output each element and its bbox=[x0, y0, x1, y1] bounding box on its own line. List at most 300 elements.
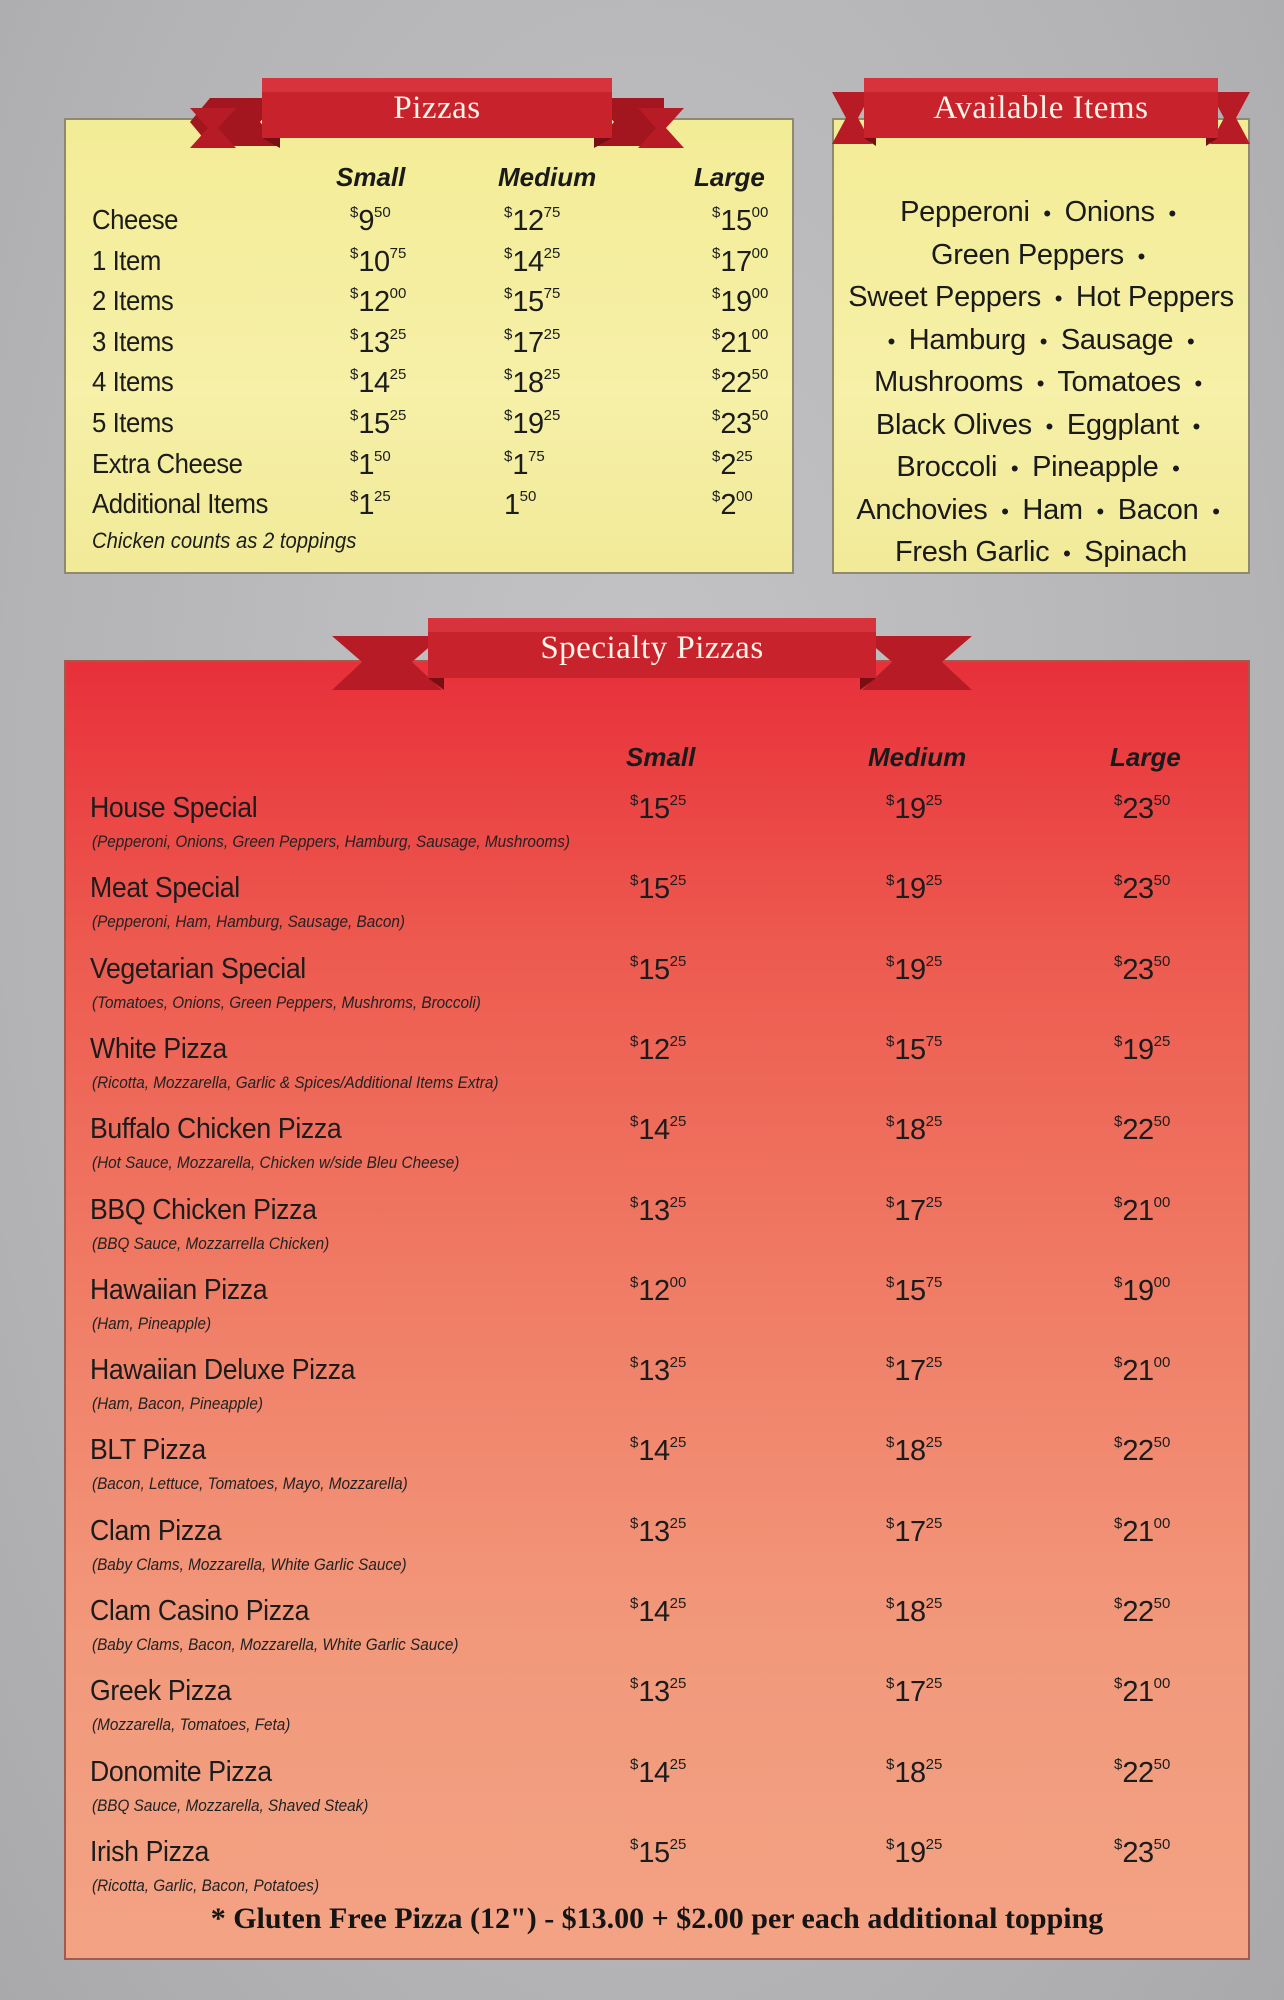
price-dollars: 1 bbox=[504, 489, 520, 522]
price-cents: 00 bbox=[751, 325, 769, 343]
price-currency: $ bbox=[1114, 1675, 1123, 1693]
price-dollars: 23 bbox=[1122, 793, 1154, 825]
specialty-price bbox=[630, 953, 686, 986]
price-cents: 00 bbox=[669, 1273, 687, 1291]
price-dollars: 18 bbox=[894, 1435, 926, 1468]
specialty-price-cell bbox=[630, 1515, 686, 1549]
price-dollars: 10 bbox=[358, 245, 390, 278]
price-cents: 00 bbox=[751, 204, 769, 221]
available-item: Pineapple bbox=[1032, 451, 1159, 483]
bullet-separator: • bbox=[1187, 328, 1195, 354]
specialty-description: (Tomatoes, Onions, Green Peppers, Mushroms, Broccoli) bbox=[92, 992, 481, 1012]
pizzas-col-large: Large bbox=[694, 162, 765, 192]
price-dollars: 1 bbox=[358, 489, 374, 522]
bullet-separator: • bbox=[1010, 456, 1019, 481]
price-cents: 25 bbox=[925, 952, 943, 970]
price-cents: 50 bbox=[1153, 1835, 1171, 1853]
available-item: Bacon bbox=[1117, 493, 1199, 526]
pizzas-title: Pizzas bbox=[393, 90, 481, 126]
bullet-separator: • bbox=[1001, 498, 1009, 524]
specialty-price-cell bbox=[1114, 1033, 1170, 1067]
specialty-price bbox=[630, 1756, 686, 1789]
price-cents: 25 bbox=[925, 1835, 943, 1853]
available-item: Sausage bbox=[1060, 323, 1174, 356]
specialty-price bbox=[630, 1033, 686, 1066]
specialty-row bbox=[90, 872, 1230, 952]
price-dollars: 22 bbox=[1122, 1596, 1154, 1628]
specialty-row bbox=[90, 1274, 1230, 1354]
price-dollars: 1 bbox=[512, 448, 528, 481]
specialty-price-cell bbox=[886, 1113, 942, 1147]
price-dollars: 18 bbox=[894, 1114, 926, 1147]
price-cents: 25 bbox=[543, 366, 561, 384]
price-cents: 25 bbox=[925, 1675, 943, 1693]
price-dollars: 19 bbox=[512, 408, 544, 440]
pizza-row bbox=[92, 326, 782, 366]
available-item: Eggplant bbox=[1066, 408, 1179, 441]
price-cents: 25 bbox=[669, 1032, 687, 1050]
price-dollars: 18 bbox=[512, 367, 544, 400]
price-currency: $ bbox=[1114, 952, 1123, 970]
price-cents: 00 bbox=[1153, 1354, 1171, 1372]
pizza-price bbox=[712, 407, 768, 440]
specialty-row bbox=[90, 1113, 1230, 1193]
specialty-price bbox=[886, 1434, 942, 1467]
price-currency: $ bbox=[1114, 1273, 1123, 1291]
price-currency: $ bbox=[504, 366, 513, 384]
pizza-price bbox=[712, 488, 753, 521]
specialty-name: BLT Pizza bbox=[90, 1434, 206, 1467]
pizza-row-label: 4 Items bbox=[92, 366, 174, 398]
specialty-name: Buffalo Chicken Pizza bbox=[90, 1113, 342, 1146]
price-dollars: 17 bbox=[512, 326, 544, 359]
price-currency: $ bbox=[630, 1193, 639, 1211]
specialty-price bbox=[1114, 1756, 1170, 1789]
specialty-price-cell bbox=[1114, 1836, 1170, 1870]
price-cents: 25 bbox=[735, 447, 753, 465]
price-dollars: 9 bbox=[358, 205, 374, 237]
specialty-price-cell bbox=[886, 1274, 942, 1308]
specialty-price bbox=[886, 1274, 942, 1307]
price-cents: 50 bbox=[373, 204, 391, 221]
price-currency: $ bbox=[886, 1595, 895, 1612]
specialty-name: Irish Pizza bbox=[90, 1835, 210, 1868]
specialty-price bbox=[886, 792, 942, 825]
price-currency: $ bbox=[1114, 792, 1123, 809]
price-cents: 25 bbox=[925, 1514, 943, 1532]
specialty-price-cell bbox=[886, 1836, 942, 1870]
price-dollars: 2 bbox=[720, 448, 736, 481]
price-cents: 00 bbox=[389, 285, 407, 303]
price-cents: 00 bbox=[1153, 1675, 1171, 1693]
specialty-price-cell bbox=[630, 1274, 686, 1308]
available-items-panel bbox=[832, 118, 1250, 574]
specialty-price bbox=[886, 1756, 942, 1789]
specialty-price-cell bbox=[630, 1113, 686, 1147]
available-items-list bbox=[846, 192, 1236, 575]
price-dollars: 17 bbox=[894, 1355, 926, 1388]
specialty-price bbox=[1114, 792, 1170, 825]
price-dollars: 21 bbox=[720, 326, 752, 359]
pizza-price-cell bbox=[504, 204, 560, 238]
price-dollars: 12 bbox=[638, 1033, 670, 1066]
pizza-price bbox=[350, 448, 391, 481]
price-currency: $ bbox=[886, 1354, 895, 1372]
price-currency: $ bbox=[504, 325, 513, 343]
price-dollars: 13 bbox=[638, 1355, 670, 1388]
specialty-description: (Baby Clams, Bacon, Mozzarella, White Garlic Sauce) bbox=[92, 1635, 459, 1654]
specialty-row bbox=[90, 1675, 1230, 1755]
price-currency: $ bbox=[712, 204, 721, 221]
price-dollars: 14 bbox=[512, 245, 544, 278]
specialty-name: Hawaiian Deluxe Pizza bbox=[90, 1354, 356, 1387]
price-dollars: 17 bbox=[894, 1194, 926, 1227]
pizza-price bbox=[504, 326, 560, 359]
price-currency: $ bbox=[712, 244, 721, 262]
price-dollars: 21 bbox=[1122, 1355, 1154, 1388]
specialty-price-cell bbox=[1114, 1194, 1170, 1228]
pizza-price-cell bbox=[712, 285, 768, 319]
price-dollars: 19 bbox=[894, 953, 926, 986]
price-cents: 25 bbox=[925, 1354, 943, 1372]
price-dollars: 15 bbox=[638, 793, 670, 825]
specialty-price-cell bbox=[1114, 1434, 1170, 1468]
pizza-price-cell bbox=[712, 488, 753, 522]
price-dollars: 15 bbox=[638, 873, 670, 906]
price-currency: $ bbox=[1114, 872, 1123, 890]
price-currency: $ bbox=[350, 325, 359, 343]
specialty-price bbox=[886, 872, 942, 905]
price-cents: 50 bbox=[1153, 1595, 1171, 1612]
price-dollars: 23 bbox=[1122, 873, 1154, 906]
pizza-price bbox=[504, 407, 560, 440]
price-currency: $ bbox=[712, 407, 721, 424]
pizza-price bbox=[504, 285, 560, 318]
price-currency: $ bbox=[1114, 1032, 1123, 1050]
specialty-price bbox=[886, 953, 942, 986]
price-dollars: 18 bbox=[894, 1756, 926, 1789]
specialty-row bbox=[90, 1595, 1230, 1675]
price-dollars: 23 bbox=[1122, 1836, 1154, 1869]
price-currency: $ bbox=[886, 1193, 895, 1211]
specialty-description: (Pepperoni, Ham, Hamburg, Sausage, Bacon) bbox=[92, 912, 405, 932]
specialty-price bbox=[1114, 1515, 1170, 1548]
pizza-price-cell bbox=[350, 285, 406, 319]
price-cents: 00 bbox=[751, 244, 769, 262]
price-currency: $ bbox=[630, 1273, 639, 1291]
pizza-price bbox=[504, 448, 545, 481]
price-cents: 25 bbox=[543, 244, 561, 262]
price-cents: 25 bbox=[373, 488, 391, 506]
specialty-price-cell bbox=[886, 1033, 942, 1067]
pizzas-ribbon bbox=[190, 78, 684, 140]
specialty-price bbox=[630, 792, 686, 825]
price-cents: 50 bbox=[1153, 792, 1171, 809]
price-currency: $ bbox=[504, 447, 513, 465]
price-cents: 25 bbox=[925, 1113, 943, 1131]
price-currency: $ bbox=[1114, 1514, 1123, 1532]
specialty-row bbox=[90, 1515, 1230, 1595]
pizza-row bbox=[92, 285, 782, 325]
price-cents: 50 bbox=[751, 366, 769, 384]
available-item: Anchovies bbox=[856, 493, 988, 526]
bullet-separator: • bbox=[1045, 413, 1054, 439]
price-cents: 00 bbox=[1153, 1273, 1171, 1291]
price-cents: 75 bbox=[389, 244, 407, 262]
price-currency: $ bbox=[504, 285, 513, 303]
price-currency: $ bbox=[630, 1354, 639, 1372]
price-cents: 25 bbox=[925, 792, 943, 809]
specialty-price-cell bbox=[630, 1595, 686, 1629]
specialty-name: House Special bbox=[90, 792, 258, 824]
price-currency: $ bbox=[350, 488, 359, 506]
price-cents: 00 bbox=[735, 488, 753, 506]
price-dollars: 13 bbox=[638, 1194, 670, 1227]
price-cents: 25 bbox=[543, 407, 561, 424]
price-currency: $ bbox=[1114, 1835, 1123, 1853]
price-cents: 25 bbox=[669, 872, 687, 890]
price-dollars: 14 bbox=[638, 1596, 670, 1628]
available-items-ribbon bbox=[832, 78, 1250, 140]
specialty-price bbox=[1114, 872, 1170, 905]
available-item: Mushrooms bbox=[874, 366, 1023, 398]
specialty-price bbox=[630, 1595, 686, 1628]
specialty-name: Clam Casino Pizza bbox=[90, 1595, 310, 1627]
price-cents: 50 bbox=[751, 407, 769, 424]
price-dollars: 15 bbox=[358, 408, 390, 440]
price-cents: 75 bbox=[543, 204, 561, 221]
pizza-row-label: 5 Items bbox=[92, 407, 174, 438]
specialty-ribbon bbox=[332, 618, 972, 680]
price-cents: 25 bbox=[543, 325, 561, 343]
price-currency: $ bbox=[886, 1434, 895, 1452]
price-dollars: 14 bbox=[638, 1435, 670, 1468]
price-dollars: 14 bbox=[638, 1756, 670, 1789]
price-cents: 25 bbox=[669, 1595, 687, 1612]
price-currency: $ bbox=[886, 1273, 895, 1291]
price-currency: $ bbox=[1114, 1595, 1123, 1612]
bullet-separator: • bbox=[1194, 371, 1202, 396]
pizza-price bbox=[504, 488, 536, 521]
price-cents: 50 bbox=[519, 488, 537, 506]
specialty-price bbox=[1114, 953, 1170, 986]
bullet-separator: • bbox=[1212, 498, 1220, 524]
price-cents: 25 bbox=[669, 1675, 687, 1693]
price-currency: $ bbox=[630, 1675, 639, 1693]
specialty-price-cell bbox=[886, 792, 942, 826]
price-dollars: 13 bbox=[358, 326, 390, 359]
specialty-price bbox=[886, 1033, 942, 1066]
specialty-price bbox=[1114, 1033, 1170, 1066]
specialty-price-cell bbox=[1114, 1756, 1170, 1790]
specialty-price-cell bbox=[630, 1033, 686, 1067]
price-dollars: 19 bbox=[894, 1836, 926, 1869]
specialty-price-cell bbox=[630, 1756, 686, 1790]
specialty-price bbox=[630, 1194, 686, 1227]
specialty-price-cell bbox=[886, 1756, 942, 1790]
specialty-price-cell bbox=[1114, 1595, 1170, 1629]
pizza-row bbox=[92, 448, 782, 488]
specialty-price bbox=[630, 872, 686, 905]
specialty-price-cell bbox=[630, 792, 686, 826]
specialty-col-medium: Medium bbox=[868, 742, 967, 772]
price-currency: $ bbox=[886, 1113, 895, 1131]
specialty-price-cell bbox=[1114, 1274, 1170, 1308]
price-dollars: 21 bbox=[1122, 1515, 1154, 1548]
price-currency: $ bbox=[630, 872, 639, 890]
price-dollars: 13 bbox=[638, 1676, 670, 1709]
available-item: Fresh Garlic bbox=[895, 536, 1050, 568]
pizza-price-cell bbox=[350, 326, 406, 360]
specialty-price-cell bbox=[886, 953, 942, 987]
specialty-price-cell bbox=[886, 1194, 942, 1228]
pizza-price bbox=[504, 245, 560, 278]
specialty-col-small: Small bbox=[626, 742, 696, 772]
price-currency: $ bbox=[886, 1835, 895, 1853]
available-item: Green Peppers bbox=[931, 238, 1124, 271]
specialty-price-cell bbox=[630, 1434, 686, 1468]
pizza-price-cell bbox=[504, 448, 545, 482]
specialty-price bbox=[630, 1675, 686, 1708]
specialty-row bbox=[90, 1354, 1230, 1434]
price-currency: $ bbox=[886, 1032, 895, 1050]
bullet-separator: • bbox=[1063, 541, 1071, 566]
pizza-price-cell bbox=[504, 326, 560, 360]
price-cents: 25 bbox=[389, 407, 407, 424]
pizza-price bbox=[712, 245, 768, 278]
pizzas-col-medium: Medium bbox=[498, 162, 597, 192]
price-currency: $ bbox=[504, 244, 513, 262]
pizza-price-cell bbox=[350, 488, 391, 522]
specialty-price-cell bbox=[886, 1595, 942, 1629]
pizza-row bbox=[92, 366, 782, 406]
price-cents: 25 bbox=[925, 1434, 943, 1452]
specialty-price bbox=[1114, 1675, 1170, 1708]
specialty-price-cell bbox=[1114, 792, 1170, 826]
specialty-col-large: Large bbox=[1110, 742, 1181, 772]
price-cents: 25 bbox=[925, 1595, 943, 1612]
price-dollars: 21 bbox=[1122, 1194, 1154, 1227]
specialty-price bbox=[630, 1113, 686, 1146]
price-dollars: 19 bbox=[1122, 1033, 1154, 1066]
available-item: Tomatoes bbox=[1057, 366, 1181, 398]
price-dollars: 19 bbox=[894, 873, 926, 906]
specialty-price-cell bbox=[886, 872, 942, 906]
price-cents: 25 bbox=[669, 1514, 687, 1532]
price-cents: 25 bbox=[389, 366, 407, 384]
pizza-price-cell bbox=[712, 366, 768, 400]
specialty-title: Specialty Pizzas bbox=[540, 630, 764, 666]
price-cents: 25 bbox=[925, 1193, 943, 1211]
price-currency: $ bbox=[712, 488, 721, 506]
pizza-price bbox=[712, 285, 768, 318]
pizza-price-cell bbox=[350, 407, 406, 441]
available-item: Ham bbox=[1022, 493, 1083, 526]
pizza-row-label: Extra Cheese bbox=[92, 447, 243, 479]
price-dollars: 19 bbox=[1122, 1274, 1154, 1307]
price-dollars: 22 bbox=[1122, 1435, 1154, 1468]
pizza-price-cell bbox=[350, 448, 391, 482]
specialty-price bbox=[630, 1515, 686, 1548]
specialty-price bbox=[630, 1354, 686, 1387]
price-dollars: 14 bbox=[358, 367, 390, 400]
specialty-description: (Ham, Bacon, Pineapple) bbox=[92, 1394, 263, 1414]
price-currency: $ bbox=[1114, 1755, 1123, 1773]
price-currency: $ bbox=[886, 1755, 895, 1773]
specialty-price-cell bbox=[886, 1354, 942, 1388]
pizzas-col-small: Small bbox=[336, 162, 406, 192]
available-item: Hot Peppers bbox=[1075, 281, 1234, 313]
pizza-row-label: 3 Items bbox=[92, 325, 174, 357]
price-dollars: 15 bbox=[720, 205, 752, 237]
pizza-price bbox=[350, 245, 406, 278]
specialty-name: Clam Pizza bbox=[90, 1514, 222, 1547]
price-currency: $ bbox=[350, 204, 359, 221]
price-dollars: 12 bbox=[638, 1274, 670, 1307]
pizza-price bbox=[504, 204, 560, 237]
specialty-price bbox=[1114, 1113, 1170, 1146]
specialty-price-cell bbox=[630, 1836, 686, 1870]
available-item: Spinach bbox=[1084, 536, 1187, 568]
specialty-name: Greek Pizza bbox=[90, 1675, 232, 1708]
price-currency: $ bbox=[630, 952, 639, 970]
specialty-description: (Mozzarella, Tomatoes, Feta) bbox=[92, 1715, 291, 1735]
specialty-price bbox=[1114, 1836, 1170, 1869]
specialty-row bbox=[90, 792, 1230, 872]
price-cents: 25 bbox=[925, 1755, 943, 1773]
bullet-separator: • bbox=[1168, 201, 1176, 226]
specialty-name: BBQ Chicken Pizza bbox=[90, 1193, 317, 1226]
price-currency: $ bbox=[630, 1514, 639, 1532]
price-currency: $ bbox=[1114, 1193, 1123, 1211]
specialty-price-cell bbox=[886, 1434, 942, 1468]
price-dollars: 14 bbox=[638, 1114, 670, 1147]
bullet-separator: • bbox=[1096, 498, 1104, 524]
specialty-price-cell bbox=[630, 953, 686, 987]
specialty-row bbox=[90, 1033, 1230, 1113]
price-currency: $ bbox=[712, 366, 721, 384]
price-currency: $ bbox=[350, 407, 359, 424]
price-cents: 25 bbox=[669, 792, 687, 809]
price-currency: $ bbox=[350, 447, 359, 465]
price-dollars: 22 bbox=[1122, 1114, 1154, 1147]
pizza-price-cell bbox=[504, 488, 536, 522]
available-item: Broccoli bbox=[896, 451, 998, 483]
specialty-price bbox=[1114, 1274, 1170, 1307]
specialty-price bbox=[886, 1675, 942, 1708]
price-dollars: 21 bbox=[1122, 1676, 1154, 1709]
specialty-price-cell bbox=[886, 1515, 942, 1549]
pizza-price bbox=[504, 366, 560, 399]
specialty-price bbox=[1114, 1194, 1170, 1227]
pizza-row bbox=[92, 245, 782, 285]
price-dollars: 23 bbox=[720, 408, 752, 440]
specialty-description: (Bacon, Lettuce, Tomatoes, Mayo, Mozzarella) bbox=[92, 1474, 408, 1494]
bullet-separator: • bbox=[1043, 201, 1051, 226]
specialty-description: (Hot Sauce, Mozzarella, Chicken w/side Bleu Cheese) bbox=[92, 1153, 460, 1173]
price-dollars: 19 bbox=[894, 793, 926, 825]
specialty-row bbox=[90, 1194, 1230, 1274]
available-item: Hamburg bbox=[908, 323, 1026, 356]
specialty-price-cell bbox=[886, 1675, 942, 1709]
specialty-price bbox=[886, 1836, 942, 1869]
price-currency: $ bbox=[886, 952, 895, 970]
price-dollars: 22 bbox=[1122, 1756, 1154, 1789]
pizza-row bbox=[92, 204, 782, 244]
specialty-description: (Pepperoni, Onions, Green Peppers, Hamburg, Sausage, Mushrooms) bbox=[92, 832, 570, 851]
price-cents: 50 bbox=[1153, 952, 1171, 970]
specialty-price-cell bbox=[630, 1354, 686, 1388]
